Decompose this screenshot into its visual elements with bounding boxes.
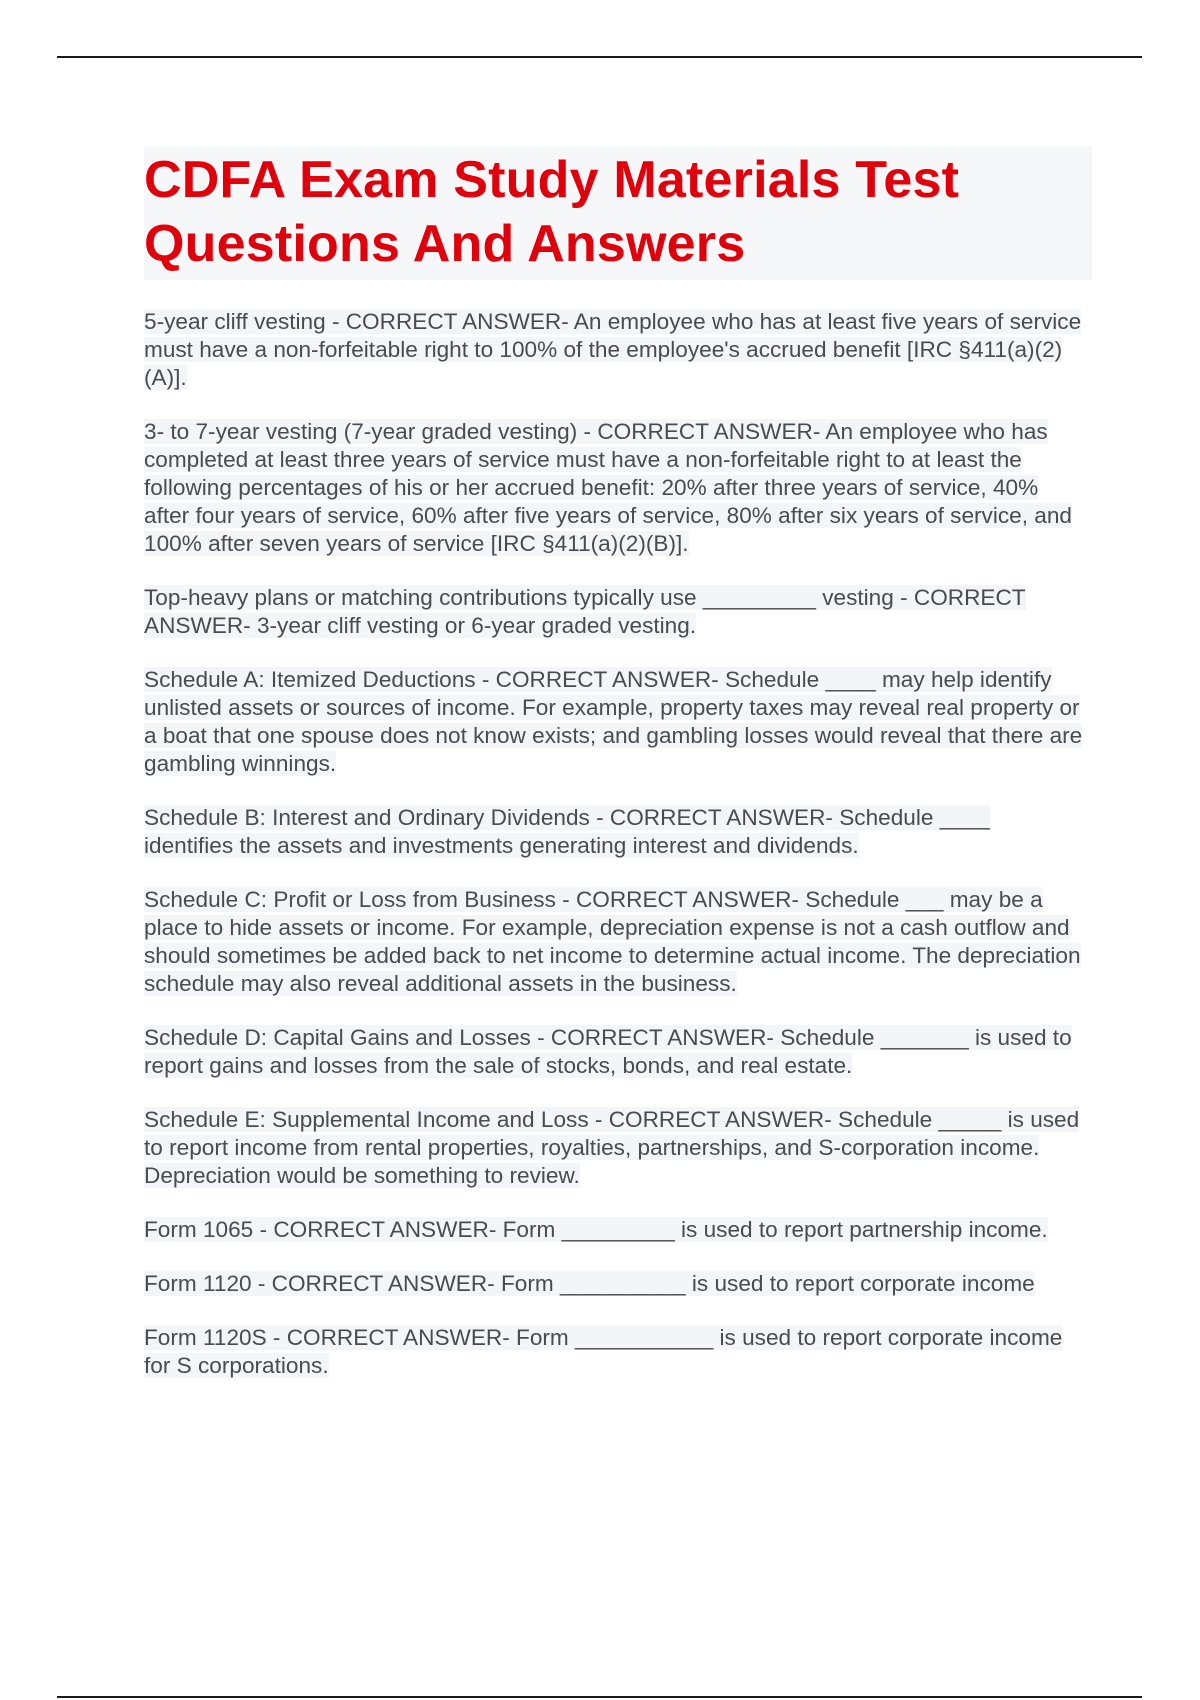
qa-entry-form-1120s: Form 1120S - CORRECT ANSWER- Form ___________ is used to report corporate income for S corporations. — [144, 1325, 1063, 1378]
top-rule — [57, 56, 1142, 58]
qa-entry-5yr-cliff: 5-year cliff vesting - CORRECT ANSWER- An employee who has at least five years of service must have a non-forfeitable right to 100% of the employee's accrued benefit [IRC §411(a)(2)(A)]. — [144, 309, 1082, 390]
qa-list — [144, 308, 1092, 1380]
title-block — [144, 146, 1092, 280]
qa-entry-top-heavy: Top-heavy plans or matching contributions typically use _________ vesting - CORRECT ANSWER- 3-year cliff vesting or 6-year graded vesting. — [144, 585, 1026, 638]
bottom-rule — [57, 1696, 1142, 1698]
document-body — [144, 146, 1092, 1406]
qa-entry-schedule-a: Schedule A: Itemized Deductions - CORRECT ANSWER- Schedule ____ may help identify unlisted assets or sources of income. For example, property taxes may reveal real property or a boat that one spouse does not know exists; and gambling losses would reveal that there are gambling winnings. — [144, 667, 1083, 776]
qa-entry-form-1120: Form 1120 - CORRECT ANSWER- Form __________ is used to report corporate income — [144, 1271, 1035, 1296]
qa-entry-graded-vesting: 3- to 7-year vesting (7-year graded vesting) - CORRECT ANSWER- An employee who has completed at least three years of service must have a non-forfeitable right to at least the following percentages of his or her accrued benefit: 20% after three years of service, 40% after four years of service, 60% after five years of service, 80% after six years of service, and 100% after seven years of service [IRC §411(a)(2)(B)]. — [144, 419, 1072, 556]
qa-entry-schedule-b: Schedule B: Interest and Ordinary Dividends - CORRECT ANSWER- Schedule ____ identifies the assets and investments generating interest and dividends. — [144, 805, 990, 858]
qa-entry-schedule-e: Schedule E: Supplemental Income and Loss - CORRECT ANSWER- Schedule _____ is used to report income from rental properties, royalties, partnerships, and S-corporation income. Depreciation would be something to review. — [144, 1107, 1080, 1188]
document-title: CDFA Exam Study Materials Test Questions And Answers — [144, 151, 960, 273]
qa-entry-schedule-d: Schedule D: Capital Gains and Losses - CORRECT ANSWER- Schedule _______ is used to report gains and losses from the sale of stocks, bonds, and real estate. — [144, 1025, 1072, 1078]
qa-entry-schedule-c: Schedule C: Profit or Loss from Business - CORRECT ANSWER- Schedule ___ may be a place to hide assets or income. For example, depreciation expense is not a cash outflow and should sometimes be added back to net income to determine actual income. The depreciation schedule may also reveal additional assets in the business. — [144, 887, 1081, 996]
qa-entry-form-1065: Form 1065 - CORRECT ANSWER- Form _________ is used to report partnership income. — [144, 1217, 1048, 1242]
